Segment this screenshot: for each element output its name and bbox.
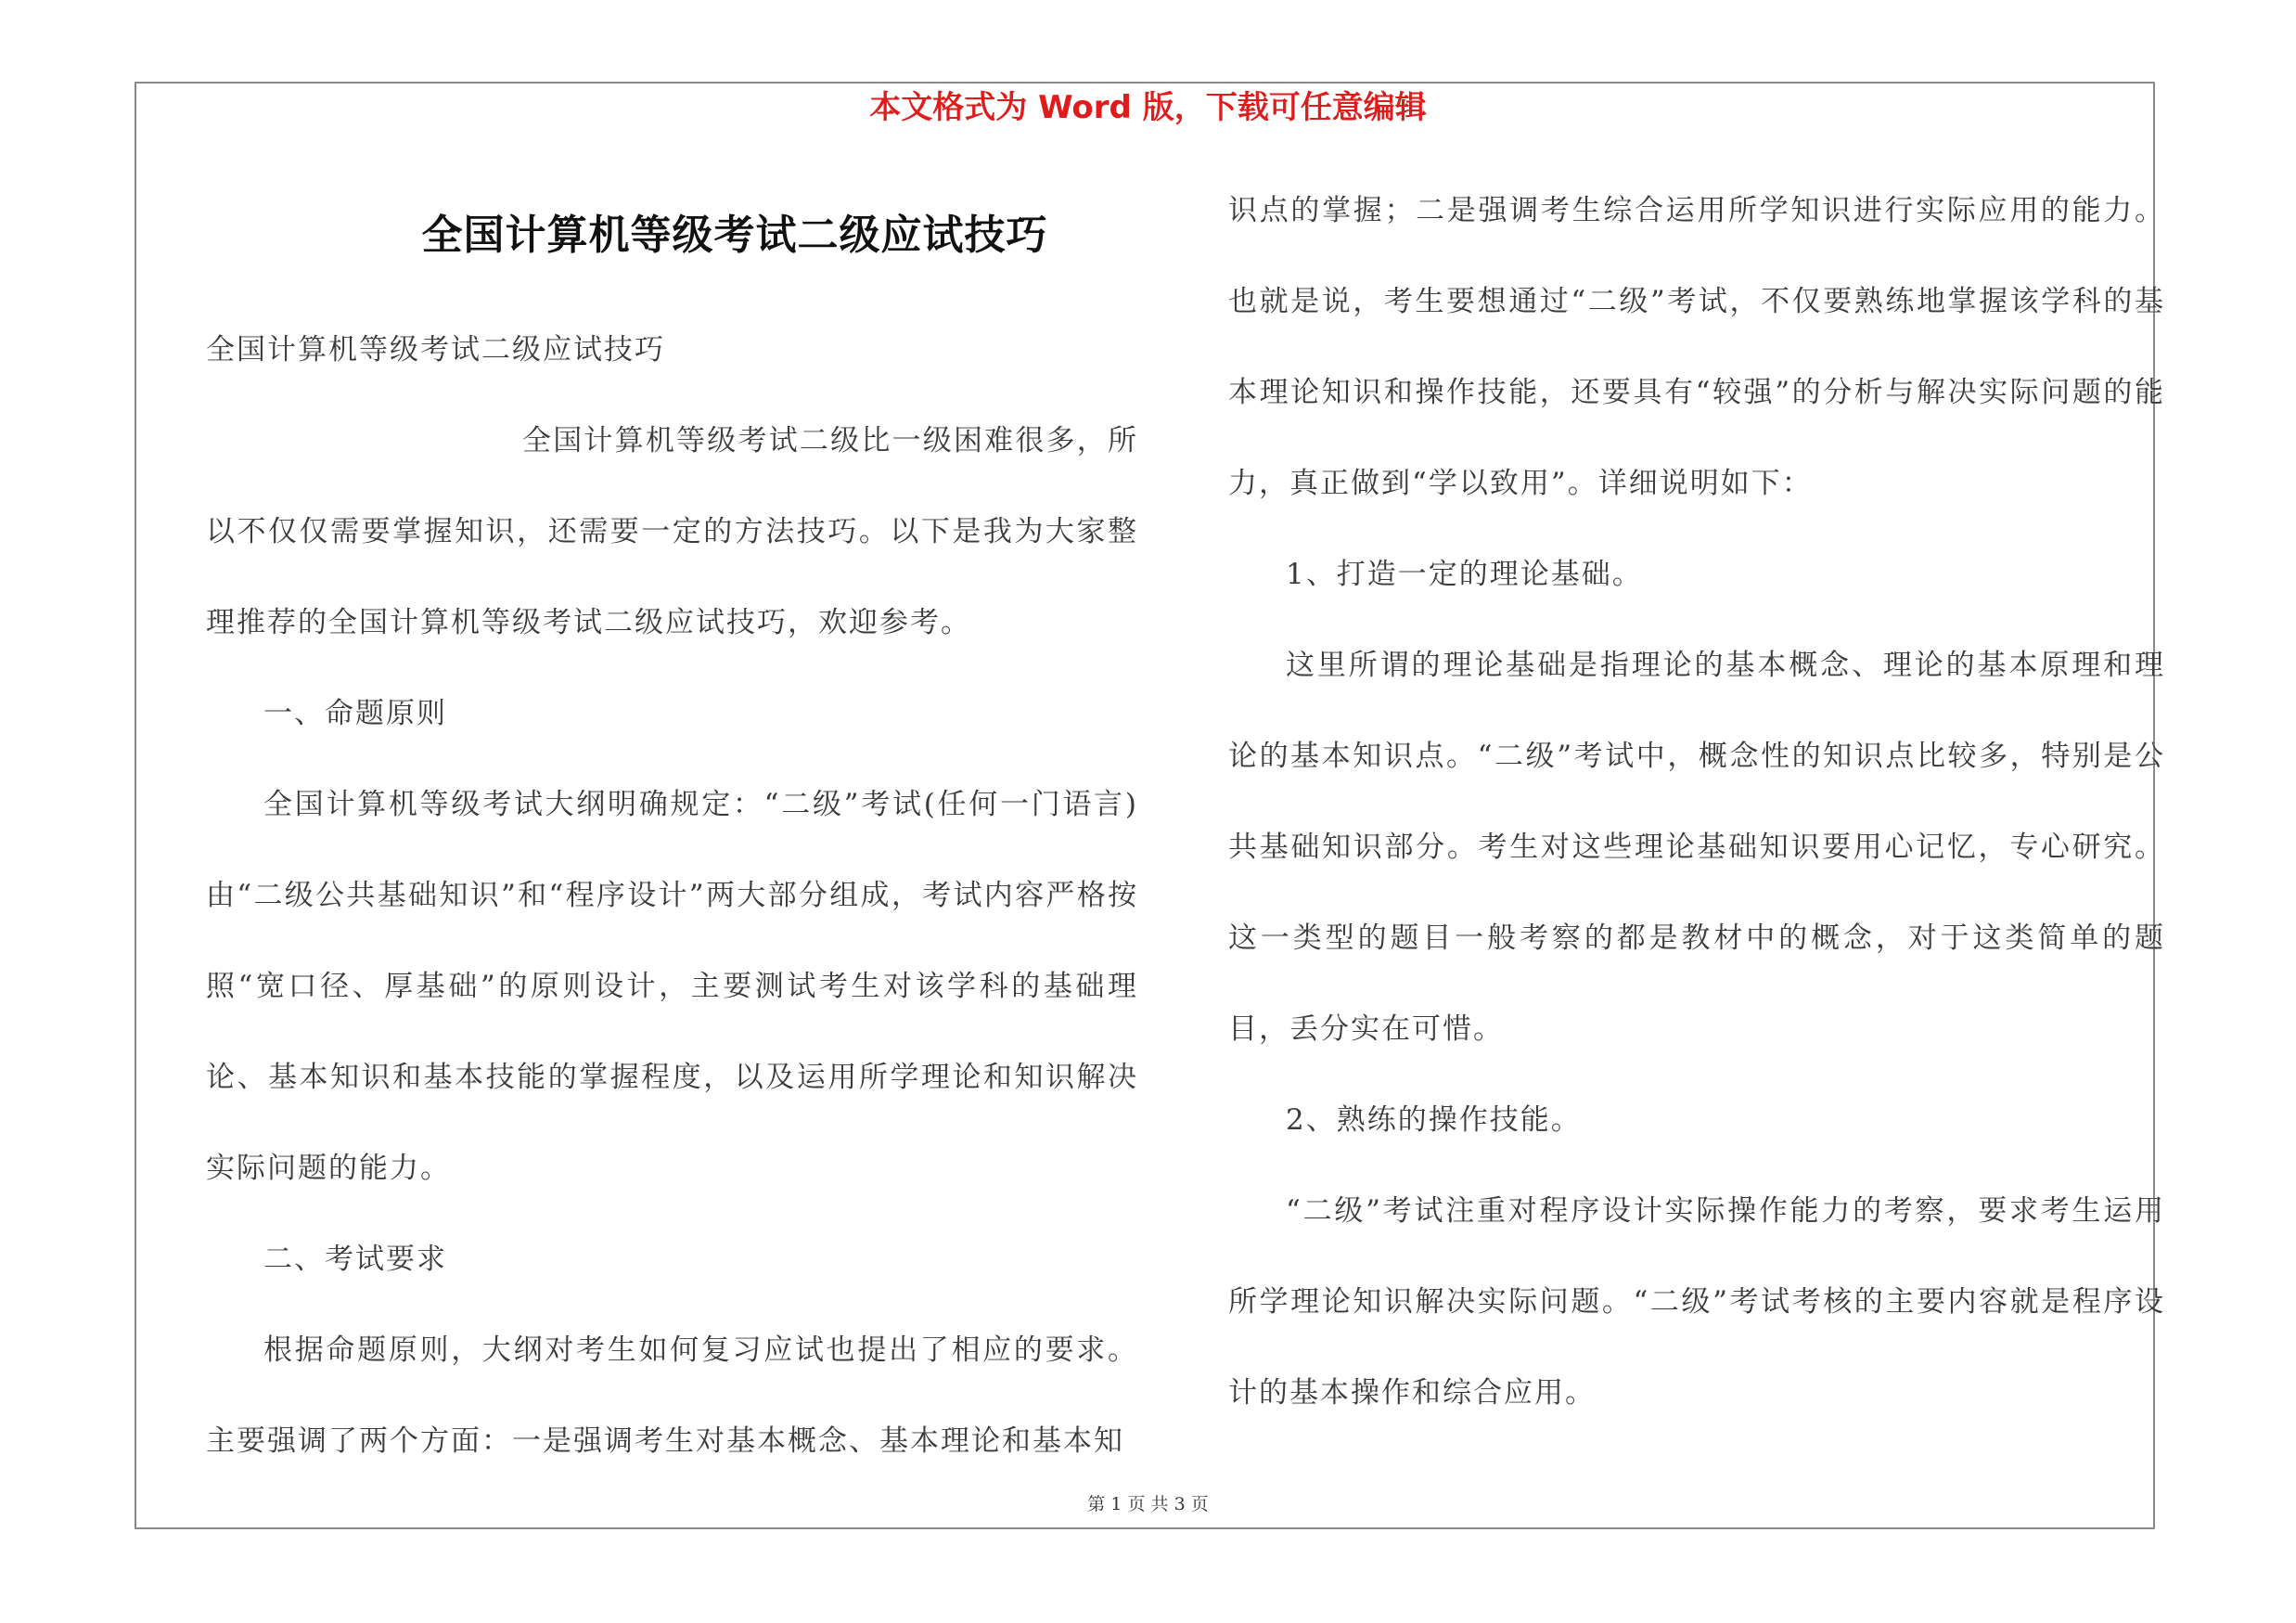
section-heading-principles: 一、命题原则 xyxy=(263,697,447,730)
principles-paragraph: 全国计算机等级考试大纲明确规定：“二级”考试(任何一门语言)由“二级公共基础知识”和“程序设计”两大部分组成，考试内容严格按照“宽口径、厚基础”的原则设计，主要测试考生对该学科的基础理论、基本知识和基本技能的掌握程度，以及运用所学理论和知识解决实际问题的能力。 xyxy=(206,788,1138,1185)
footer-suffix: 页 xyxy=(1190,1494,1209,1514)
point-2-heading: 2、熟练的操作技能。 xyxy=(1286,1103,1582,1137)
current-page-number: 1 xyxy=(1110,1494,1122,1514)
page-footer xyxy=(0,1491,2296,1517)
subtitle-paragraph: 全国计算机等级考试二级应试技巧 xyxy=(206,333,665,367)
footer-middle: 页 共 xyxy=(1127,1494,1169,1514)
format-notice-banner: 本文格式为 Word 版，下载可任意编辑 xyxy=(869,89,1427,126)
point-2-paragraph: “二级”考试注重对程序设计实际操作能力的考察，要求考生运用所学理论知识解决实际问题。“二级”考试考核的主要内容就是程序设计的基本操作和综合应用。 xyxy=(1228,1194,2165,1410)
section-heading-requirements: 二、考试要求 xyxy=(263,1243,447,1276)
left-column xyxy=(206,304,1138,1487)
total-page-count: 3 xyxy=(1174,1494,1186,1514)
right-column xyxy=(1228,165,2165,1438)
footer-prefix: 第 xyxy=(1087,1494,1106,1514)
requirements-continued-paragraph: 识点的掌握；二是强调考生综合运用所学知识进行实际应用的能力。也就是说，考生要想通过“二级”考试，不仅要熟练地掌握该学科的基本理论知识和操作技能，还要具有“较强”的分析与解决实际问题的能力，真正做到“学以致用”。详细说明如下： xyxy=(1228,194,2165,500)
intro-paragraph: 全国计算机等级考试二级比一级困难很多，所以不仅仅需要掌握知识，还需要一定的方法技巧。以下是我为大家整理推荐的全国计算机等级考试二级应试技巧，欢迎参考。 xyxy=(206,424,1138,639)
requirements-paragraph: 根据命题原则，大纲对考生如何复习应试也提出了相应的要求。主要强调了两个方面：一是强调考生对基本概念、基本理论和基本知 xyxy=(206,1333,1138,1458)
document-title: 全国计算机等级考试二级应试技巧 xyxy=(421,212,1048,259)
point-1-heading: 1、打造一定的理论基础。 xyxy=(1286,558,1643,591)
point-1-paragraph: 这里所谓的理论基础是指理论的基本概念、理论的基本原理和理论的基本知识点。“二级”考试中，概念性的知识点比较多，特别是公共基础知识部分。考生对这些理论基础知识要用心记忆，专心研究。这一类型的题目一般考察的都是教材中的概念，对于这类简单的题目，丢分实在可惜。 xyxy=(1228,649,2165,1046)
